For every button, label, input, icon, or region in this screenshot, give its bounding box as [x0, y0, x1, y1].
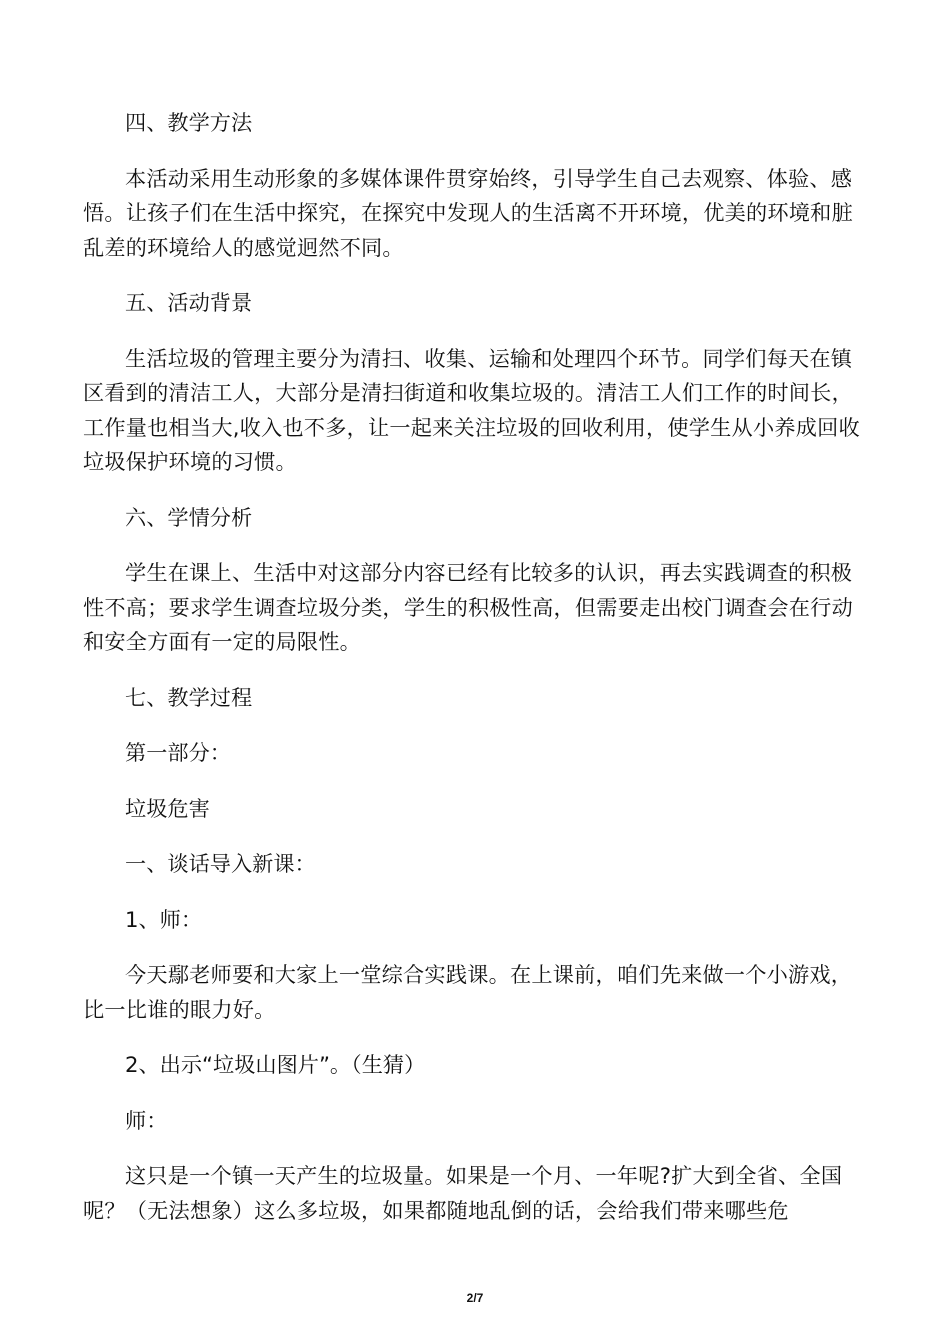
section-heading-teaching-methods: 四、教学方法 — [125, 110, 253, 135]
section-heading-teaching-process: 七、教学过程 — [125, 684, 253, 710]
item-two-show-picture: 2、出示“垃圾山图片”。（生猜） — [125, 1052, 426, 1077]
paragraph-teaching-methods: 本活动采用生动形象的多媒体课件贯穿始终，引导学生自己去观察、体验、感悟。让孩子们在生活中探究，在探究中发现人的生活离不开环境，优美的环境和脏乱差的环境给人的感觉迥然不同。 — [83, 165, 853, 260]
part-one-label: 第一部分： — [125, 740, 231, 765]
section-heading-activity-background: 五、活动背景 — [125, 290, 253, 315]
page-number: 2/7 — [466, 1291, 484, 1305]
paragraph-teacher-intro: 今天鄢老师要和大家上一堂综合实践课。在上课前，咱们先来做一个小游戏，比一比谁的眼力好。 — [83, 962, 853, 1022]
section-heading-learner-analysis: 六、学情分析 — [125, 504, 253, 530]
teacher-label: 师： — [125, 1107, 168, 1133]
paragraph-activity-background: 生活垃圾的管理主要分为清扫、收集、运输和处理四个环节。同学们每天在镇区看到的清洁工人，大部分是清扫街道和收集垃圾的。清洁工人们工作的时间长，工作量也相当大,收入也不多，让一起来关注垃圾的回收利用，使学生从小养成回收垃圾保护环境的习惯。 — [83, 345, 860, 474]
item-one-teacher: 1、师： — [125, 906, 203, 932]
document-body — [83, 106, 867, 1228]
paragraph-learner-analysis: 学生在课上、生活中对这部分内容已经有比较多的认识，再去实践调查的积极性不高；要求学生调查垃圾分类，学生的积极性高，但需要走出校门调查会在行动和安全方面有一定的局限性。 — [83, 560, 853, 654]
step-one-heading: 一、谈话导入新课： — [125, 851, 316, 876]
part-one-title: 垃圾危害 — [125, 795, 210, 821]
paragraph-garbage-amount: 这只是一个镇一天产生的垃圾量。如果是一个月、一年呢?扩大到全省、全国呢？（无法想象）这么多垃圾，如果都随地乱倒的话，会给我们带来哪些危 — [83, 1163, 843, 1223]
